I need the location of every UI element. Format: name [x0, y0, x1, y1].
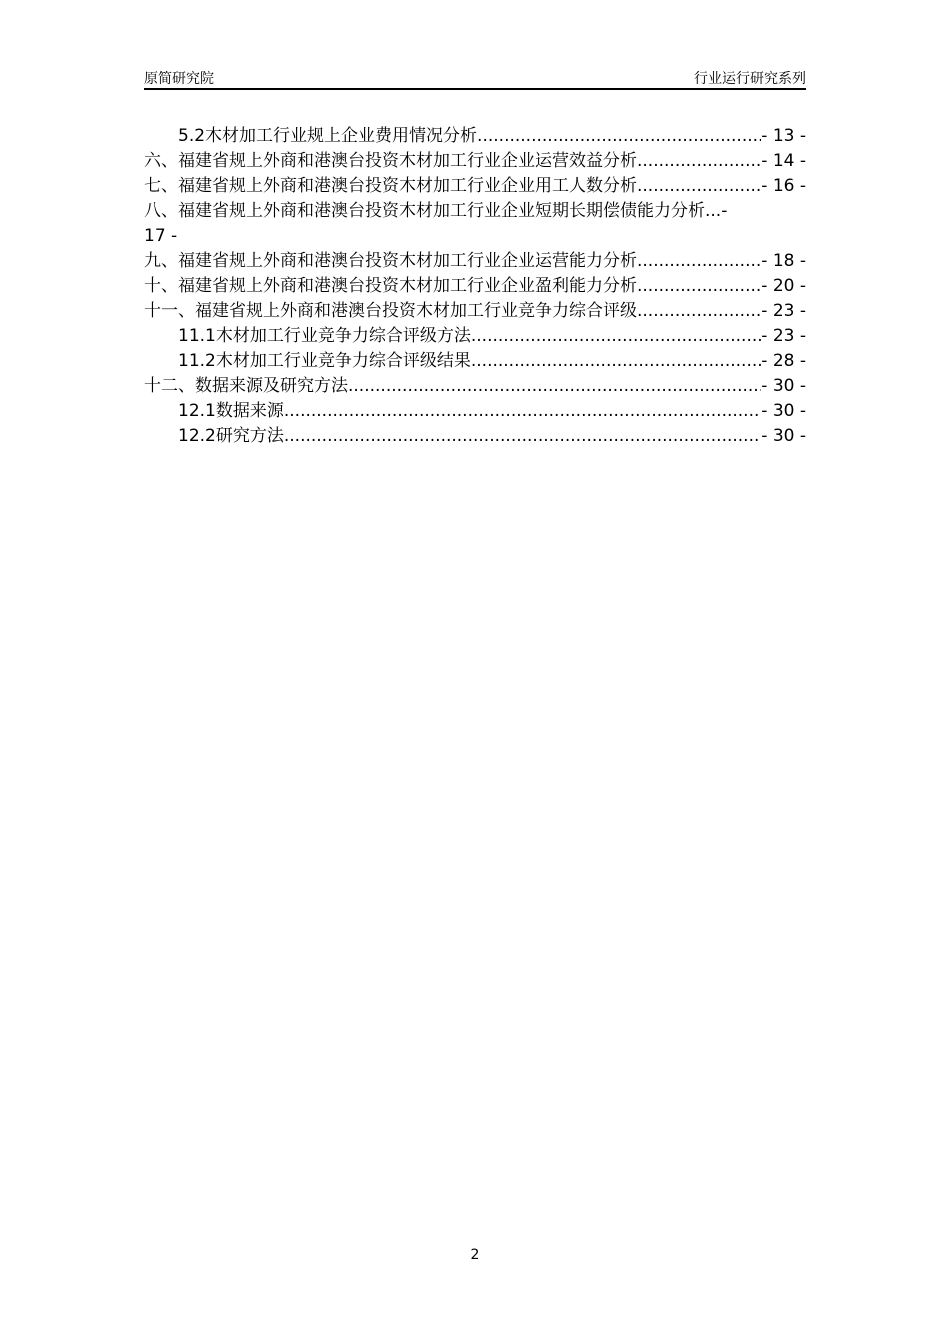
- toc-entry-page: - 23 -: [761, 301, 806, 321]
- page-header: [144, 66, 806, 90]
- toc-entry-page: - 28 -: [761, 351, 806, 371]
- toc-entry-title: 研究方法: [215, 426, 284, 446]
- toc-entry-title: 十一、福建省规上外商和港澳台投资木材加工行业竞争力综合评级: [144, 301, 637, 321]
- toc-entry-12[interactable]: [144, 374, 806, 399]
- toc-entry-number: 11.1: [178, 326, 216, 346]
- toc-entry-page: - 30 -: [761, 376, 806, 396]
- toc-entry-number: 12.2: [178, 426, 216, 446]
- toc-leader-dots: [637, 174, 761, 199]
- toc-leader-dots: [284, 399, 761, 424]
- toc-entry-page: - 14 -: [761, 151, 806, 171]
- toc-entry-title: 数据来源: [215, 401, 284, 421]
- toc-entry-8[interactable]: [144, 199, 806, 249]
- toc-entry-number: 12.1: [178, 401, 216, 421]
- toc-entry-page: - 30 -: [761, 426, 806, 446]
- toc-entry-title: 木材加工行业竞争力综合评级方法: [215, 326, 471, 346]
- toc-leader-dots: [637, 249, 761, 274]
- toc-entry-7[interactable]: [144, 174, 806, 199]
- toc-entry-page: - 18 -: [761, 251, 806, 271]
- toc-entry-page: - 23 -: [761, 326, 806, 346]
- toc-entry-number: 11.2: [178, 351, 216, 371]
- toc-entry-title: 九、福建省规上外商和港澳台投资木材加工行业企业运营能力分析: [144, 251, 637, 271]
- toc-entry-number: 5.2: [178, 126, 206, 146]
- toc-entry-page: - 16 -: [761, 176, 806, 196]
- toc-leader-dots: [471, 324, 761, 349]
- header-publisher: 原简研究院: [144, 71, 214, 87]
- toc-leader-dots: [637, 149, 761, 174]
- toc-leader-dots: [637, 299, 761, 324]
- toc-entry-9[interactable]: [144, 249, 806, 274]
- toc-entry-page: - 20 -: [761, 276, 806, 296]
- toc-entry-5-2[interactable]: [144, 124, 806, 149]
- toc-leader-dots: [348, 374, 761, 399]
- toc-leader-dots: [637, 274, 761, 299]
- toc-entry-12-2[interactable]: [144, 424, 806, 449]
- toc-entry-6[interactable]: [144, 149, 806, 174]
- toc-leader-dots: [705, 199, 721, 224]
- toc-entry-page-part-b: 17 -: [144, 226, 178, 246]
- toc-entry-12-1[interactable]: [144, 399, 806, 424]
- toc-leader-dots: [284, 424, 761, 449]
- toc-entry-title: 七、福建省规上外商和港澳台投资木材加工行业企业用工人数分析: [144, 176, 637, 196]
- toc-entry-11-2[interactable]: [144, 349, 806, 374]
- toc-entry-title: 八、福建省规上外商和港澳台投资木材加工行业企业短期长期偿债能力分析: [144, 201, 705, 221]
- toc-entry-title: 木材加工行业规上企业费用情况分析: [205, 126, 478, 146]
- toc-entry-11-1[interactable]: [144, 324, 806, 349]
- toc-entry-title: 十、福建省规上外商和港澳台投资木材加工行业企业盈利能力分析: [144, 276, 637, 296]
- toc-entry-11[interactable]: [144, 299, 806, 324]
- header-series: 行业运行研究系列: [694, 71, 806, 87]
- toc-leader-dots: [471, 349, 761, 374]
- toc-entry-title: 六、福建省规上外商和港澳台投资木材加工行业企业运营效益分析: [144, 151, 637, 171]
- toc-entry-title: 十二、数据来源及研究方法: [144, 376, 348, 396]
- toc-entry-page: - 30 -: [761, 401, 806, 421]
- table-of-contents: [144, 124, 806, 449]
- toc-entry-10[interactable]: [144, 274, 806, 299]
- page-number: 2: [470, 1247, 480, 1263]
- toc-entry-page-part-a: -: [721, 201, 728, 221]
- toc-leader-dots: [477, 124, 761, 149]
- toc-entry-page: - 13 -: [761, 126, 806, 146]
- toc-entry-title: 木材加工行业竞争力综合评级结果: [215, 351, 471, 371]
